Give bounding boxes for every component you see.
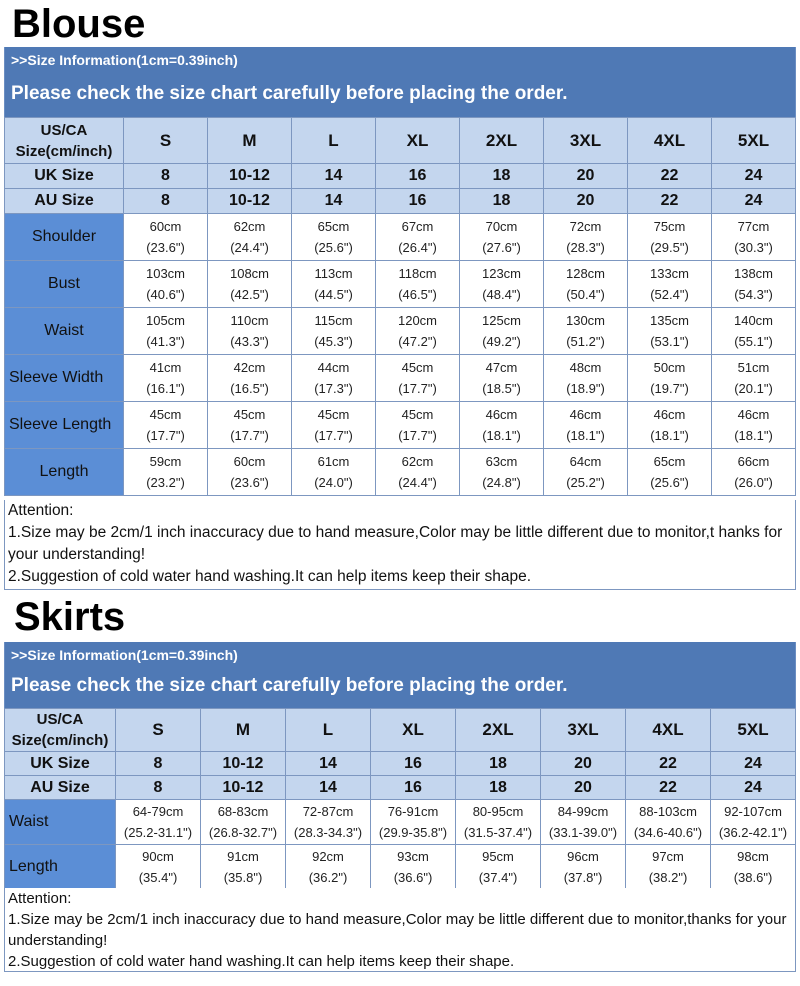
au-size-value: 20 xyxy=(544,189,628,214)
value-cm: 46cm xyxy=(569,407,602,422)
value-cm: 59cm xyxy=(149,454,182,469)
size-header-5xl: 5XL xyxy=(711,709,796,752)
value-cm: 48cm xyxy=(569,360,602,375)
value-inch: (28.3-34.3") xyxy=(293,825,363,840)
measurement-value xyxy=(124,261,208,308)
measurement-value xyxy=(208,261,292,308)
uk-size-value: 14 xyxy=(292,164,376,189)
measurement-value xyxy=(544,261,628,308)
size-header-xl: XL xyxy=(371,709,456,752)
measurement-label: Sleeve Length xyxy=(5,402,124,449)
measurement-value xyxy=(712,261,796,308)
value-cm: 45cm xyxy=(401,360,434,375)
measurement-label: Length xyxy=(5,845,116,890)
uk-size-row xyxy=(5,752,796,776)
value-inch: (40.6") xyxy=(146,287,185,302)
value-inch: (35.8") xyxy=(223,870,263,885)
value-cm: 118cm xyxy=(398,266,437,281)
measurement-value xyxy=(628,261,712,308)
value-cm: 84-99cm xyxy=(557,804,609,819)
value-cm: 46cm xyxy=(653,407,686,422)
measurement-value xyxy=(208,214,292,261)
value-inch: (18.9") xyxy=(566,381,605,396)
measurement-value xyxy=(712,449,796,496)
measurement-row xyxy=(5,355,796,402)
value-inch: (35.4") xyxy=(138,870,178,885)
measurement-value xyxy=(460,402,544,449)
attention-note-1: 1.Size may be 2cm/1 inch inaccuracy due to hand measure,Color may be little different due to monitor,thanks for your understanding! xyxy=(8,911,787,949)
value-cm: 123cm xyxy=(481,266,522,281)
value-inch: (47.2") xyxy=(398,334,437,349)
au-size-value: 8 xyxy=(116,776,201,800)
value-cm: 92-107cm xyxy=(724,804,782,819)
value-inch: (24.8") xyxy=(482,475,521,490)
value-inch: (53.1") xyxy=(650,334,689,349)
skirts-attention xyxy=(4,888,796,972)
size-header-l: L xyxy=(286,709,371,752)
value-inch: (45.3") xyxy=(314,334,353,349)
value-cm: 113cm xyxy=(314,266,353,281)
uk-size-value: 16 xyxy=(371,752,456,776)
value-cm: 41cm xyxy=(149,360,182,375)
size-header-m: M xyxy=(208,118,292,164)
au-size-value: 14 xyxy=(292,189,376,214)
size-header-2xl: 2XL xyxy=(460,118,544,164)
value-cm: 45cm xyxy=(317,407,350,422)
au-size-value: 24 xyxy=(712,189,796,214)
measurement-row xyxy=(5,214,796,261)
value-cm: 64-79cm xyxy=(132,804,184,819)
uk-size-value: 20 xyxy=(541,752,626,776)
value-inch: (17.7") xyxy=(314,428,353,443)
measurement-value xyxy=(626,800,711,845)
value-inch: (24.4") xyxy=(230,240,269,255)
measurement-label: Waist xyxy=(5,308,124,355)
value-inch: (17.7") xyxy=(398,428,437,443)
au-size-label: AU Size xyxy=(5,776,116,800)
measurement-value xyxy=(712,355,796,402)
size-header-s: S xyxy=(116,709,201,752)
measurement-value xyxy=(541,800,626,845)
au-size-value: 18 xyxy=(460,189,544,214)
measurement-value xyxy=(460,449,544,496)
value-inch: (18.1") xyxy=(482,428,521,443)
value-inch: (36.2-42.1") xyxy=(718,825,788,840)
measurement-row xyxy=(5,845,796,890)
measurement-value xyxy=(116,845,201,890)
measurement-value xyxy=(626,845,711,890)
corner-line-1: US/CA xyxy=(36,711,84,728)
value-inch: (29.9-35.8") xyxy=(378,825,448,840)
attention-note-2: 2.Suggestion of cold water hand washing.It can help items keep their shape. xyxy=(8,953,515,970)
value-inch: (31.5-37.4") xyxy=(463,825,533,840)
measurement-label: Sleeve Width xyxy=(5,355,124,402)
value-inch: (16.5") xyxy=(230,381,269,396)
value-inch: (26.4") xyxy=(398,240,437,255)
size-header-s: S xyxy=(124,118,208,164)
measurement-value xyxy=(460,261,544,308)
measurement-value xyxy=(124,214,208,261)
measurement-label: Length xyxy=(5,449,124,496)
measurement-label: Bust xyxy=(5,261,124,308)
skirts-size-table xyxy=(4,708,796,890)
measurement-value xyxy=(544,402,628,449)
value-cm: 92cm xyxy=(312,849,344,864)
attention-heading: Attention: xyxy=(8,502,74,519)
value-inch: (36.6") xyxy=(393,870,433,885)
value-inch: (46.5") xyxy=(398,287,437,302)
measurement-value xyxy=(628,308,712,355)
au-size-value: 16 xyxy=(371,776,456,800)
value-inch: (18.1") xyxy=(734,428,773,443)
attention-note-2: 2.Suggestion of cold water hand washing.It can help items keep their shape. xyxy=(8,568,532,585)
value-inch: (17.3") xyxy=(314,381,353,396)
size-header-4xl: 4XL xyxy=(628,118,712,164)
value-inch: (25.6") xyxy=(314,240,353,255)
measurement-row xyxy=(5,800,796,845)
size-header-row xyxy=(5,709,796,752)
measurement-row xyxy=(5,308,796,355)
measurement-value xyxy=(628,402,712,449)
value-inch: (24.0") xyxy=(314,475,353,490)
au-size-row xyxy=(5,189,796,214)
corner-line-2: Size(cm/inch) xyxy=(11,732,109,749)
measurement-value xyxy=(208,402,292,449)
attention-heading: Attention: xyxy=(8,890,72,907)
measurement-value xyxy=(628,355,712,402)
value-inch: (25.2") xyxy=(566,475,605,490)
value-cm: 103cm xyxy=(145,266,186,281)
value-inch: (30.3") xyxy=(734,240,773,255)
measurement-value xyxy=(460,308,544,355)
size-header-l: L xyxy=(292,118,376,164)
au-size-value: 20 xyxy=(541,776,626,800)
value-cm: 50cm xyxy=(653,360,686,375)
value-inch: (41.3") xyxy=(146,334,185,349)
value-cm: 120cm xyxy=(397,313,438,328)
value-cm: 130cm xyxy=(565,313,606,328)
value-cm: 65cm xyxy=(653,454,686,469)
uk-size-value: 16 xyxy=(376,164,460,189)
measurement-value xyxy=(292,308,376,355)
value-cm: 77cm xyxy=(737,219,770,234)
measurement-value xyxy=(292,402,376,449)
blouse-notice: Please check the size chart carefully before placing the order. xyxy=(11,83,568,104)
measurement-value xyxy=(371,800,456,845)
value-inch: (18.1") xyxy=(650,428,689,443)
measurement-value xyxy=(208,355,292,402)
value-cm: 91cm xyxy=(227,849,259,864)
value-cm: 46cm xyxy=(485,407,518,422)
measurement-value xyxy=(201,800,286,845)
measurement-value xyxy=(292,355,376,402)
value-inch: (42.5") xyxy=(230,287,269,302)
measurement-value xyxy=(376,308,460,355)
size-header-3xl: 3XL xyxy=(541,709,626,752)
uk-size-value: 20 xyxy=(544,164,628,189)
measurement-value xyxy=(460,355,544,402)
value-inch: (29.5") xyxy=(650,240,689,255)
value-inch: (33.1-39.0") xyxy=(548,825,618,840)
uk-size-value: 22 xyxy=(626,752,711,776)
au-size-value: 22 xyxy=(626,776,711,800)
au-size-value: 24 xyxy=(711,776,796,800)
measurement-value xyxy=(544,214,628,261)
value-cm: 115cm xyxy=(314,313,353,328)
measurement-value xyxy=(371,845,456,890)
value-cm: 140cm xyxy=(733,313,774,328)
value-cm: 51cm xyxy=(737,360,770,375)
measurement-value xyxy=(712,308,796,355)
uk-size-value: 8 xyxy=(124,164,208,189)
uk-size-value: 10-12 xyxy=(208,164,292,189)
measurement-value xyxy=(376,355,460,402)
value-cm: 72cm xyxy=(569,219,602,234)
measurement-value xyxy=(376,449,460,496)
measurement-value xyxy=(292,261,376,308)
au-size-value: 18 xyxy=(456,776,541,800)
value-cm: 75cm xyxy=(653,219,686,234)
uk-size-value: 18 xyxy=(460,164,544,189)
corner-cell xyxy=(5,118,124,164)
value-inch: (20.1") xyxy=(734,381,773,396)
attention-note-1: 1.Size may be 2cm/1 inch inaccuracy due to hand measure,Color may be little different due to monitor,t hanks for your understanding! xyxy=(8,524,783,563)
measurement-value xyxy=(208,449,292,496)
measurement-value xyxy=(544,449,628,496)
measurement-value xyxy=(544,355,628,402)
measurement-label: Waist xyxy=(5,800,116,845)
value-inch: (55.1") xyxy=(734,334,773,349)
value-inch: (26.0") xyxy=(734,475,773,490)
value-inch: (23.6") xyxy=(230,475,269,490)
au-size-row xyxy=(5,776,796,800)
skirts-size-info: >>Size Information(1cm=0.39inch) xyxy=(11,647,238,663)
measurement-value xyxy=(286,845,371,890)
uk-size-value: 10-12 xyxy=(201,752,286,776)
corner-line-2: Size(cm/inch) xyxy=(15,142,113,160)
value-inch: (25.2-31.1") xyxy=(123,825,193,840)
value-inch: (18.1") xyxy=(566,428,605,443)
value-inch: (51.2") xyxy=(566,334,605,349)
value-cm: 138cm xyxy=(733,266,774,281)
uk-size-value: 8 xyxy=(116,752,201,776)
uk-size-value: 24 xyxy=(711,752,796,776)
blouse-attention xyxy=(4,500,796,590)
measurement-value xyxy=(292,449,376,496)
value-inch: (37.8") xyxy=(563,870,603,885)
skirts-info-bar xyxy=(4,642,796,708)
measurement-value xyxy=(544,308,628,355)
size-header-row xyxy=(5,118,796,164)
value-inch: (43.3") xyxy=(230,334,269,349)
measurement-value xyxy=(292,214,376,261)
value-cm: 46cm xyxy=(737,407,770,422)
value-inch: (49.2") xyxy=(482,334,521,349)
au-size-value: 10-12 xyxy=(201,776,286,800)
value-cm: 128cm xyxy=(565,266,606,281)
value-cm: 47cm xyxy=(485,360,518,375)
skirts-notice: Please check the size chart carefully before placing the order. xyxy=(11,675,568,696)
value-inch: (17.7") xyxy=(398,381,437,396)
value-cm: 93cm xyxy=(397,849,429,864)
value-inch: (37.4") xyxy=(478,870,518,885)
measurement-value xyxy=(712,214,796,261)
value-cm: 67cm xyxy=(401,219,434,234)
value-cm: 133cm xyxy=(649,266,690,281)
au-size-value: 16 xyxy=(376,189,460,214)
au-size-label: AU Size xyxy=(5,189,124,214)
uk-size-value: 18 xyxy=(456,752,541,776)
measurement-value xyxy=(541,845,626,890)
value-cm: 97cm xyxy=(652,849,684,864)
value-cm: 66cm xyxy=(737,454,770,469)
size-header-m: M xyxy=(201,709,286,752)
value-inch: (28.3") xyxy=(566,240,605,255)
measurement-value xyxy=(711,800,796,845)
measurement-value xyxy=(116,800,201,845)
value-cm: 88-103cm xyxy=(639,804,697,819)
value-inch: (34.6-40.6") xyxy=(633,825,703,840)
value-cm: 62cm xyxy=(233,219,266,234)
value-cm: 63cm xyxy=(485,454,518,469)
size-header-4xl: 4XL xyxy=(626,709,711,752)
uk-size-value: 24 xyxy=(712,164,796,189)
value-cm: 45cm xyxy=(401,407,434,422)
size-header-xl: XL xyxy=(376,118,460,164)
measurement-value xyxy=(124,308,208,355)
value-cm: 68-83cm xyxy=(217,804,269,819)
measurement-row xyxy=(5,261,796,308)
measurement-value xyxy=(456,800,541,845)
value-cm: 61cm xyxy=(317,454,350,469)
au-size-value: 8 xyxy=(124,189,208,214)
measurement-row xyxy=(5,449,796,496)
value-inch: (17.7") xyxy=(146,428,185,443)
measurement-value xyxy=(124,402,208,449)
blouse-size-table xyxy=(4,117,796,496)
uk-size-row xyxy=(5,164,796,189)
blouse-title: Blouse xyxy=(12,2,146,46)
value-inch: (18.5") xyxy=(482,381,521,396)
measurement-value xyxy=(460,214,544,261)
value-cm: 60cm xyxy=(233,454,266,469)
measurement-value xyxy=(124,449,208,496)
measurement-value xyxy=(376,214,460,261)
measurement-row xyxy=(5,402,796,449)
uk-size-value: 14 xyxy=(286,752,371,776)
size-header-2xl: 2XL xyxy=(456,709,541,752)
value-cm: 70cm xyxy=(485,219,518,234)
value-cm: 135cm xyxy=(649,313,690,328)
uk-size-label: UK Size xyxy=(5,164,124,189)
measurement-label: Shoulder xyxy=(5,214,124,261)
value-cm: 60cm xyxy=(149,219,182,234)
value-cm: 62cm xyxy=(401,454,434,469)
measurement-value xyxy=(712,402,796,449)
value-inch: (27.6") xyxy=(482,240,521,255)
value-cm: 42cm xyxy=(233,360,266,375)
value-cm: 64cm xyxy=(569,454,602,469)
value-cm: 45cm xyxy=(149,407,182,422)
value-inch: (26.8-32.7") xyxy=(208,825,278,840)
value-cm: 108cm xyxy=(229,266,270,281)
value-cm: 65cm xyxy=(317,219,350,234)
measurement-value xyxy=(628,214,712,261)
value-cm: 105cm xyxy=(145,313,186,328)
measurement-value xyxy=(628,449,712,496)
measurement-value xyxy=(456,845,541,890)
value-inch: (25.6") xyxy=(650,475,689,490)
value-cm: 76-91cm xyxy=(387,804,439,819)
value-inch: (23.6") xyxy=(146,240,185,255)
measurement-value xyxy=(201,845,286,890)
value-cm: 72-87cm xyxy=(302,804,354,819)
value-cm: 80-95cm xyxy=(472,804,524,819)
value-inch: (44.5") xyxy=(314,287,353,302)
value-cm: 95cm xyxy=(482,849,514,864)
au-size-value: 10-12 xyxy=(208,189,292,214)
value-cm: 90cm xyxy=(142,849,174,864)
blouse-size-info: >>Size Information(1cm=0.39inch) xyxy=(11,52,238,68)
au-size-value: 22 xyxy=(628,189,712,214)
value-cm: 45cm xyxy=(233,407,266,422)
measurement-value xyxy=(711,845,796,890)
value-inch: (38.6") xyxy=(733,870,773,885)
corner-line-1: US/CA xyxy=(40,121,88,139)
value-inch: (50.4") xyxy=(566,287,605,302)
au-size-value: 14 xyxy=(286,776,371,800)
measurement-value xyxy=(208,308,292,355)
value-inch: (17.7") xyxy=(230,428,269,443)
measurement-value xyxy=(376,261,460,308)
value-cm: 44cm xyxy=(317,360,350,375)
blouse-info-bar xyxy=(4,47,796,117)
uk-size-label: UK Size xyxy=(5,752,116,776)
value-inch: (24.4") xyxy=(398,475,437,490)
size-header-3xl: 3XL xyxy=(544,118,628,164)
value-cm: 96cm xyxy=(567,849,599,864)
measurement-value xyxy=(124,355,208,402)
value-cm: 110cm xyxy=(230,313,269,328)
size-header-5xl: 5XL xyxy=(712,118,796,164)
value-cm: 125cm xyxy=(481,313,522,328)
uk-size-value: 22 xyxy=(628,164,712,189)
value-inch: (52.4") xyxy=(650,287,689,302)
corner-cell xyxy=(5,709,116,752)
value-inch: (36.2") xyxy=(308,870,348,885)
value-inch: (54.3") xyxy=(734,287,773,302)
value-inch: (23.2") xyxy=(146,475,185,490)
value-cm: 98cm xyxy=(737,849,769,864)
value-inch: (38.2") xyxy=(648,870,688,885)
value-inch: (19.7") xyxy=(650,381,689,396)
value-inch: (16.1") xyxy=(146,381,185,396)
measurement-value xyxy=(376,402,460,449)
skirts-title: Skirts xyxy=(14,595,126,639)
value-inch: (48.4") xyxy=(482,287,521,302)
measurement-value xyxy=(286,800,371,845)
